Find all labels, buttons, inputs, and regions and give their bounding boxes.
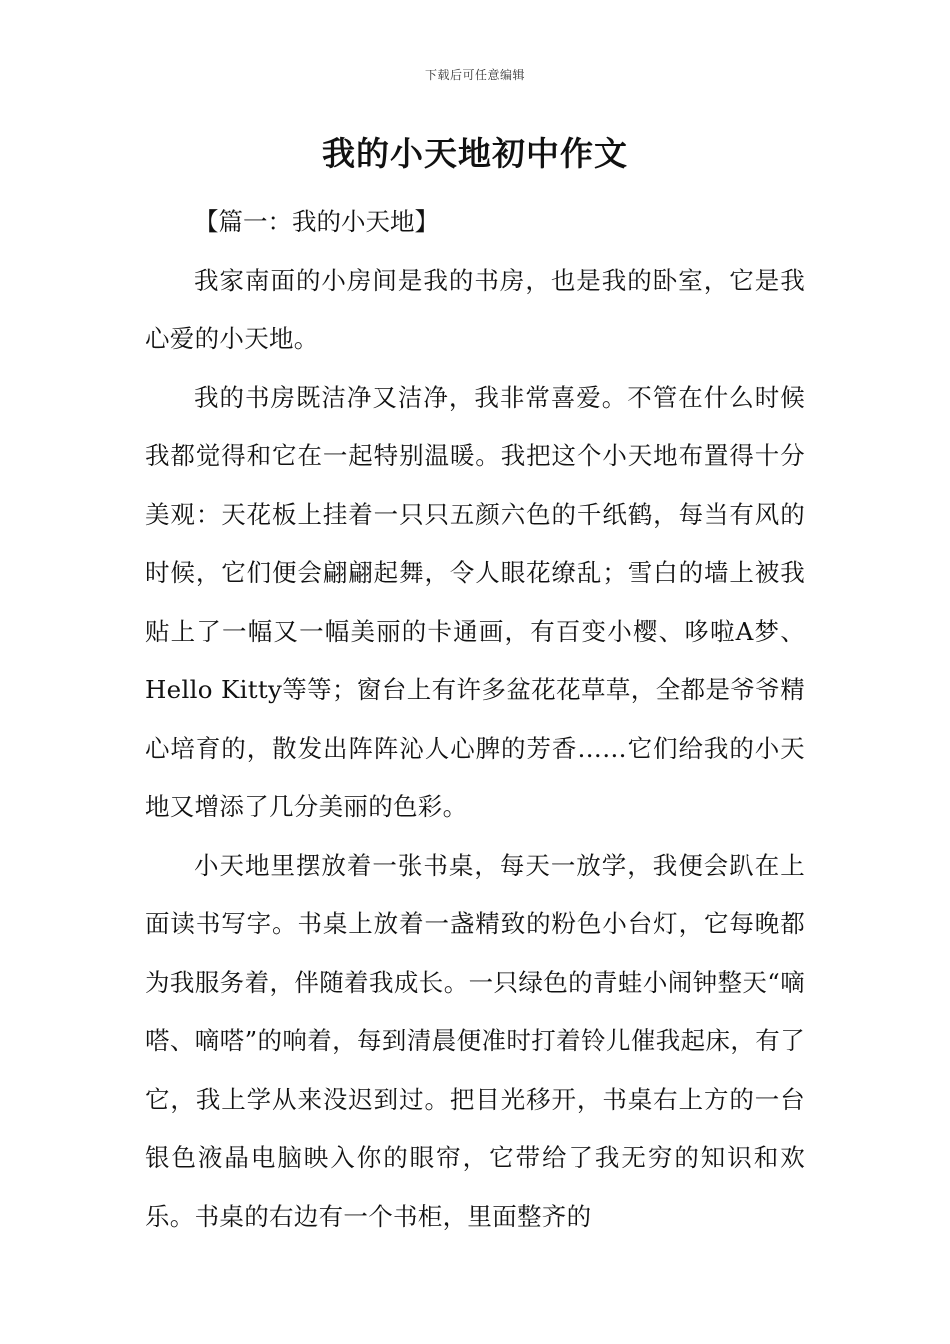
page-header-note: 下载后可任意编辑 (424, 68, 525, 82)
paragraph-2: 我的书房既洁净又洁净，我非常喜爱。不管在什么时候我都觉得和它在一起特别温暖。我把这个小天地布置得十分美观：天花板上挂着一只只五颜六色的千纸鹤，每当有风的时候，它们便会翩翩起舞，令人眼花缭乱；雪白的墙上被我贴上了一幅又一幅美丽的卡通画，有百变小樱、哆啦A梦、Hello Kitty等等；窗台上有许多盆花花草草，全都是爷爷精心培育的，散发出阵阵沁人心脾的芳香……它们给我的小天地又增添了几分美丽的色彩。 (145, 382, 805, 821)
section-heading: 【篇一：我的小天地】 (194, 207, 439, 236)
document-body (145, 193, 805, 1246)
document-title: 我的小天地初中作文 (322, 134, 628, 173)
paragraph-1: 我家南面的小房间是我的书房，也是我的卧室，它是我心爱的小天地。 (145, 265, 805, 353)
paragraph-3: 小天地里摆放着一张书桌，每天一放学，我便会趴在上面读书写字。书桌上放着一盏精致的粉色小台灯，它每晚都为我服务着，伴随着我成长。一只绿色的青蛙小闹钟整天“嘀嗒、嘀嗒”的响着，每到清晨便准时打着铃儿催我起床，有了它，我上学从来没迟到过。把目光移开，书桌右上方的一台银色液晶电脑映入你的眼帘，它带给了我无穷的知识和欢乐。书桌的右边有一个书柜，里面整齐的 (145, 850, 805, 1231)
